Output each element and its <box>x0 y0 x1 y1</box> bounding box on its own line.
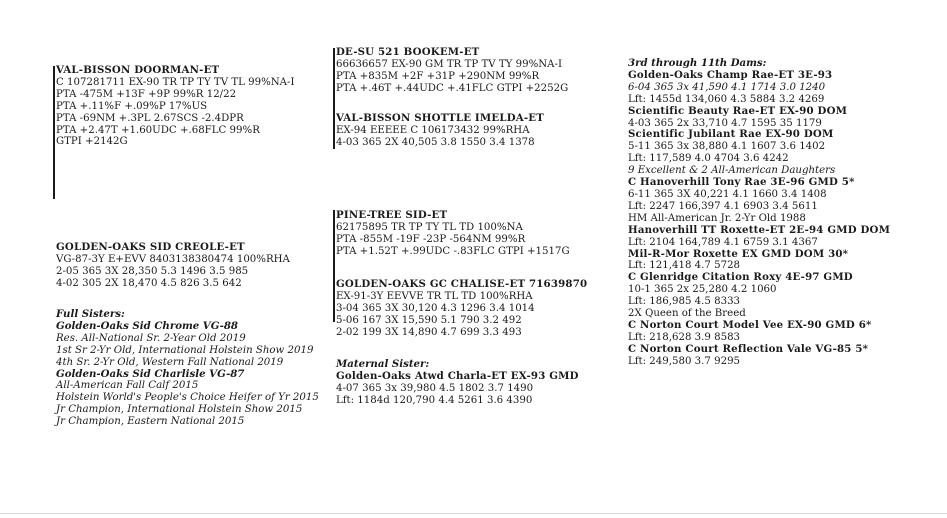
ancestor-name: C Hanoverhill Tony Rae 3E-96 GMD 5* <box>628 176 855 189</box>
maternal-sister-name: Golden-Oaks Atwd Charla-ET EX-93 GMD <box>336 369 579 382</box>
sister-note: Res. All-National Sr. 2-Year Old 2019 <box>56 332 246 344</box>
ancestor-note: 6-04 365 3x 41,590 4.1 1714 3.0 1240 <box>628 81 826 93</box>
ancestor-name: Golden-Oaks Champ Rae-ET 3E-93 <box>628 68 833 81</box>
sire-dam-block <box>336 113 544 149</box>
sire-sire-line: 66636657 EX-90 GM TR TP TV TY 99%NA-I <box>336 58 562 70</box>
dams-3-11-block <box>628 58 890 368</box>
sire-dam-name: VAL-BISSON SHOTTLE IMELDA-ET <box>336 112 545 124</box>
dam-dam-block <box>336 279 587 339</box>
sire-line: PTA +2.47T +1.60UDC +.68FLC 99%R <box>56 124 260 136</box>
sire-dam-line: EX-94 EEEEE C 106173432 99%RHA <box>336 124 530 136</box>
sire-line: GTPI +2142G <box>56 136 128 148</box>
ancestor-name: C Glenridge Citation Roxy 4E-97 GMD <box>628 271 853 284</box>
ancestor-record: 6-11 365 3X 40,221 4.1 1660 3.4 1408 <box>628 188 827 200</box>
sister-note: 1st Sr 2-Yr Old, International Holstein Show 2019 <box>56 344 314 356</box>
ancestor-record: 10-1 365 2x 25,280 4.2 1060 <box>628 284 777 296</box>
dam-block <box>56 242 290 290</box>
dam-line: 2-05 365 3X 28,350 5.3 1496 3.5 985 <box>56 265 249 277</box>
pedigree-bracket-dam-parents <box>333 210 335 322</box>
maternal-sister-heading: Maternal Sister: <box>336 358 430 370</box>
ancestor-record: HM All-American Jr. 2-Yr Old 1988 <box>628 212 806 224</box>
ancestor-record: Lft: 2104 164,789 4.1 6759 3.1 4367 <box>628 236 818 248</box>
dam-dam-line: 3-04 365 3X 30,120 4.3 1296 3.4 1014 <box>336 302 535 314</box>
dam-dam-line: EX-91-3Y EEVVE TR TL TD 100%RHA <box>336 290 533 302</box>
dam-line: 4-02 305 2X 18,470 4.5 826 3.5 642 <box>56 277 242 289</box>
dam-dam-line: 2-02 199 3X 14,890 4.7 699 3.3 493 <box>336 326 522 338</box>
sister-note: Jr Champion, International Holstein Show 2015 <box>56 404 303 416</box>
sire-line: C 107281711 EX-90 TR TP TY TV TL 99%NA-I <box>56 76 295 88</box>
dams-3-11-lines <box>628 70 890 368</box>
sire-sire-line: PTA +835M +2F +31P +290NM 99%R <box>336 70 540 82</box>
ancestor-record: Lft: 249,580 3.7 9295 <box>628 355 741 367</box>
dam-sire-name: PINE-TREE SID-ET <box>336 209 448 221</box>
ancestor-name: Scientific Beauty Rae-ET EX-90 DOM <box>628 104 848 117</box>
sister-note: 4th Sr. 2-Yr Old, Western Fall National 2019 <box>56 356 284 368</box>
ancestor-record: 5-11 365 3x 38,880 4.1 1607 3.6 1402 <box>628 141 826 153</box>
sire-dam-line: 4-03 365 2X 40,505 3.8 1550 3.4 1378 <box>336 136 535 148</box>
sire-line: PTA -69NM +.3PL 2.67SCS -2.4DPR <box>56 112 244 124</box>
sire-sire-name: DE-SU 521 BOOKEM-ET <box>336 46 480 58</box>
ancestor-record: 2X Queen of the Breed <box>628 308 746 320</box>
dam-dam-line: 5-06 167 3X 15,590 5.1 790 3.2 492 <box>336 314 522 326</box>
ancestor-name: C Norton Court Model Vee EX-90 GMD 6* <box>628 318 872 331</box>
sire-sire-block <box>336 47 568 95</box>
sire-name: VAL-BISSON DOORMAN-ET <box>56 64 220 76</box>
ancestor-name: Scientific Jubilant Rae EX-90 DOM <box>628 128 834 141</box>
pedigree-bracket-sire-parents <box>333 48 335 149</box>
ancestor-record: Lft: 218,628 3.9 8583 <box>628 331 741 343</box>
dam-sire-line: PTA +1.52T +.99UDC -.83FLC GTPI +1517G <box>336 245 570 257</box>
ancestor-name: Mil-R-Mor Roxette EX GMD DOM 30* <box>628 247 849 260</box>
maternal-sister-line: Lft: 1184d 120,790 4.4 5261 3.6 4390 <box>336 394 533 406</box>
dam-dam-name: GOLDEN-OAKS GC CHALISE-ET 71639870 <box>336 278 588 290</box>
sire-block <box>56 65 295 148</box>
dam-sire-line: 62175895 TR TP TY TL TD 100%NA <box>336 221 523 233</box>
ancestor-record: Lft: 1455d 134,060 4.3 5884 3.2 4269 <box>628 93 825 105</box>
bottom-rule <box>0 513 947 514</box>
maternal-sister-line: 4-07 365 3x 39,980 4.5 1802 3.7 1490 <box>336 382 534 394</box>
dam-sire-line: PTA -855M -19F -23P -564NM 99%R <box>336 233 526 245</box>
sister-note: All-American Fall Calf 2015 <box>56 380 199 392</box>
ancestor-note: 9 Excellent & 2 All-American Daughters <box>628 165 836 177</box>
maternal-sister-block <box>336 359 579 407</box>
full-sisters-heading: Full Sisters: <box>56 308 125 320</box>
ancestor-record: Lft: 2247 166,397 4.1 6903 3.4 5611 <box>628 200 818 212</box>
ancestor-record: Lft: 117,589 4.0 4704 3.6 4242 <box>628 153 789 165</box>
pedigree-bracket-sire <box>53 66 55 199</box>
sire-line: PTA -475M +13F +9P 99%R 12/22 <box>56 88 237 100</box>
sire-sire-line: PTA +.46T +.44UDC +.41FLC GTPI +2252G <box>336 82 569 94</box>
sister-name: Golden-Oaks Sid Chrome VG-88 <box>56 319 239 332</box>
dams-3-11-heading: 3rd through 11th Dams: <box>628 57 767 69</box>
ancestor-record: Lft: 121,418 4.7 5728 <box>628 260 741 272</box>
dam-sire-block <box>336 210 570 258</box>
ancestor-record: 4-03 365 2x 33,710 4.7 1595 35 1179 <box>628 117 822 129</box>
sire-line: PTA +.11%F +.09%P 17%US <box>56 100 208 112</box>
dam-line: VG-87-3Y E+EVV 8403138380474 100%RHA <box>56 253 290 265</box>
sister-note: Holstein World's People's Choice Heifer of Yr 2015 <box>56 392 319 404</box>
ancestor-record: Lft: 186,985 4.5 8333 <box>628 296 741 308</box>
full-sisters-block <box>56 309 319 428</box>
sister-name: Golden-Oaks Sid Charlisle VG-87 <box>56 367 245 380</box>
sister-note: Jr Champion, Eastern National 2015 <box>56 416 245 428</box>
ancestor-name: C Norton Court Reflection Vale VG-85 5* <box>628 342 869 355</box>
dam-name: GOLDEN-OAKS SID CREOLE-ET <box>56 241 245 253</box>
ancestor-name: Hanoverhill TT Roxette-ET 2E-94 GMD DOM <box>628 223 891 236</box>
